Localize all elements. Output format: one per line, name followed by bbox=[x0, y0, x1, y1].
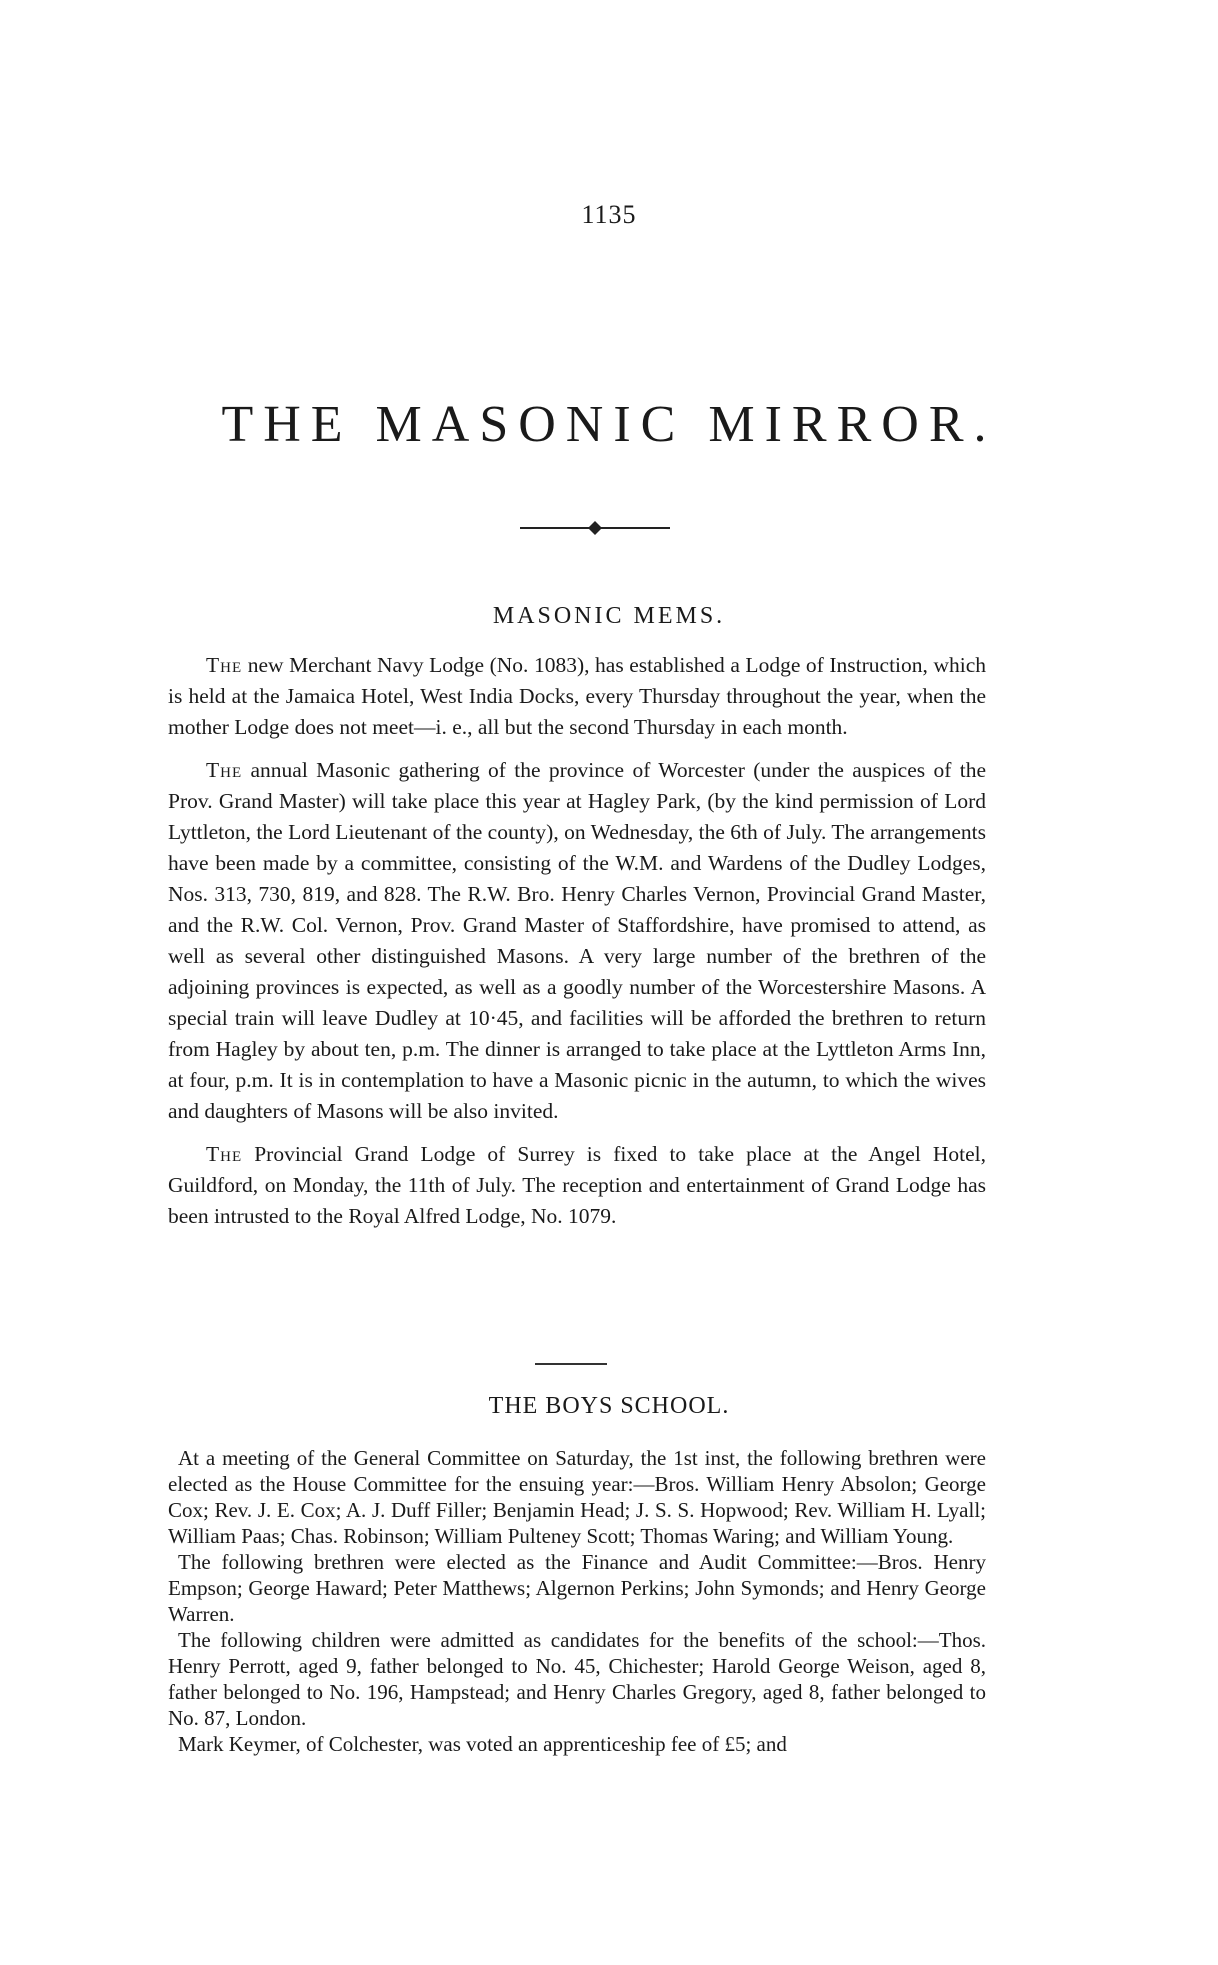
section-heading-boys-school: THE BOYS SCHOOL. bbox=[488, 1393, 730, 1419]
masonic-mems-body bbox=[168, 650, 986, 1244]
boys-paragraph: At a meeting of the General Committee on Saturday, the 1st inst, the following brethren were elected as the House Committee for the ensuing year:—Bros. William Henry Absolon; George Cox; Rev. J. E. Cox; A. J. Duff Filler; Benjamin Head; J. S. S. Hopwood; Rev. William H. Lyall; William Paas; Chas. Robinson; William Pulteney Scott; Thomas Waring; and William Young. bbox=[168, 1446, 986, 1548]
boys-paragraph: Mark Keymer, of Colchester, was voted an apprenticeship fee of £5; and bbox=[178, 1732, 787, 1756]
section-heading-masonic-mems: MASONIC MEMS. bbox=[492, 603, 726, 629]
paragraph-lead: The bbox=[206, 653, 243, 677]
boys-paragraph: The following brethren were elected as the Finance and Audit Committee:—Bros. Henry Empson; George Haward; Peter Matthews; Algernon Perkins; John Symonds; and Henry George Warren. bbox=[168, 1550, 986, 1626]
mems-paragraph bbox=[168, 650, 986, 743]
page-number: 1135 bbox=[581, 200, 637, 229]
boys-paragraph: The following children were admitted as candidates for the benefits of the school:—Thos. Henry Perrott, aged 9, father belonged to No. 45, Chichester; Harold George Weison, aged 8, father belonged to No. 196, Hampstead; and Henry Charles Gregory, aged 8, father belonged to No. 87, London. bbox=[168, 1628, 986, 1730]
boys-school-body bbox=[168, 1445, 986, 1757]
paragraph-text: new Merchant Navy Lodge (No. 1083), has established a Lodge of Instruction, which is held at the Jamaica Hotel, West India Docks, every Thursday throughout the year, when the mother Lodge does not meet—i. e., all but the second Thursday in each month. bbox=[168, 653, 986, 739]
masthead-title: THE MASONIC MIRROR. bbox=[221, 396, 997, 453]
paragraph-text: Provincial Grand Lodge of Surrey is fixed to take place at the Angel Hotel, Guildford, on Monday, the 11th of July. The reception and entertainment of Grand Lodge has been intrusted to the Royal Alfred Lodge, No. 1079. bbox=[168, 1142, 986, 1228]
section-rule bbox=[535, 1363, 607, 1365]
mems-paragraph bbox=[168, 755, 986, 1127]
ornament-divider bbox=[510, 518, 680, 538]
paragraph-lead: The bbox=[206, 758, 243, 782]
paragraph-text: annual Masonic gathering of the province of Worcester (under the auspices of the Prov. Grand Master) will take place this year at Hagley Park, (by the kind permission of Lord Lyttleton, the Lord Lieutenant of the county), on Wednesday, the 6th of July. The arrangements have been made by a committee, consisting of the W.M. and Wardens of the Dudley Lodges, Nos. 313, 730, 819, and 828. The R.W. Bro. Henry Charles Vernon, Provincial Grand Master, and the R.W. Col. Vernon, Prov. Grand Master of Staffordshire, have promised to attend, as well as several other distinguished Masons. A very large number of the brethren of the adjoining provinces is expected, as well as a goodly number of the Worcestershire Masons. A special train will leave Dudley at 10·45, and facilities will be afforded the brethren to return from Hagley by about ten, p.m. The dinner is arranged to take place at the Lyttleton Arms Inn, at four, p.m. It is in contemplation to have a Masonic picnic in the autumn, to which the wives and daughters of Masons will be also invited. bbox=[168, 758, 986, 1123]
mems-paragraph bbox=[168, 1139, 986, 1232]
paragraph-lead: The bbox=[206, 1142, 243, 1166]
